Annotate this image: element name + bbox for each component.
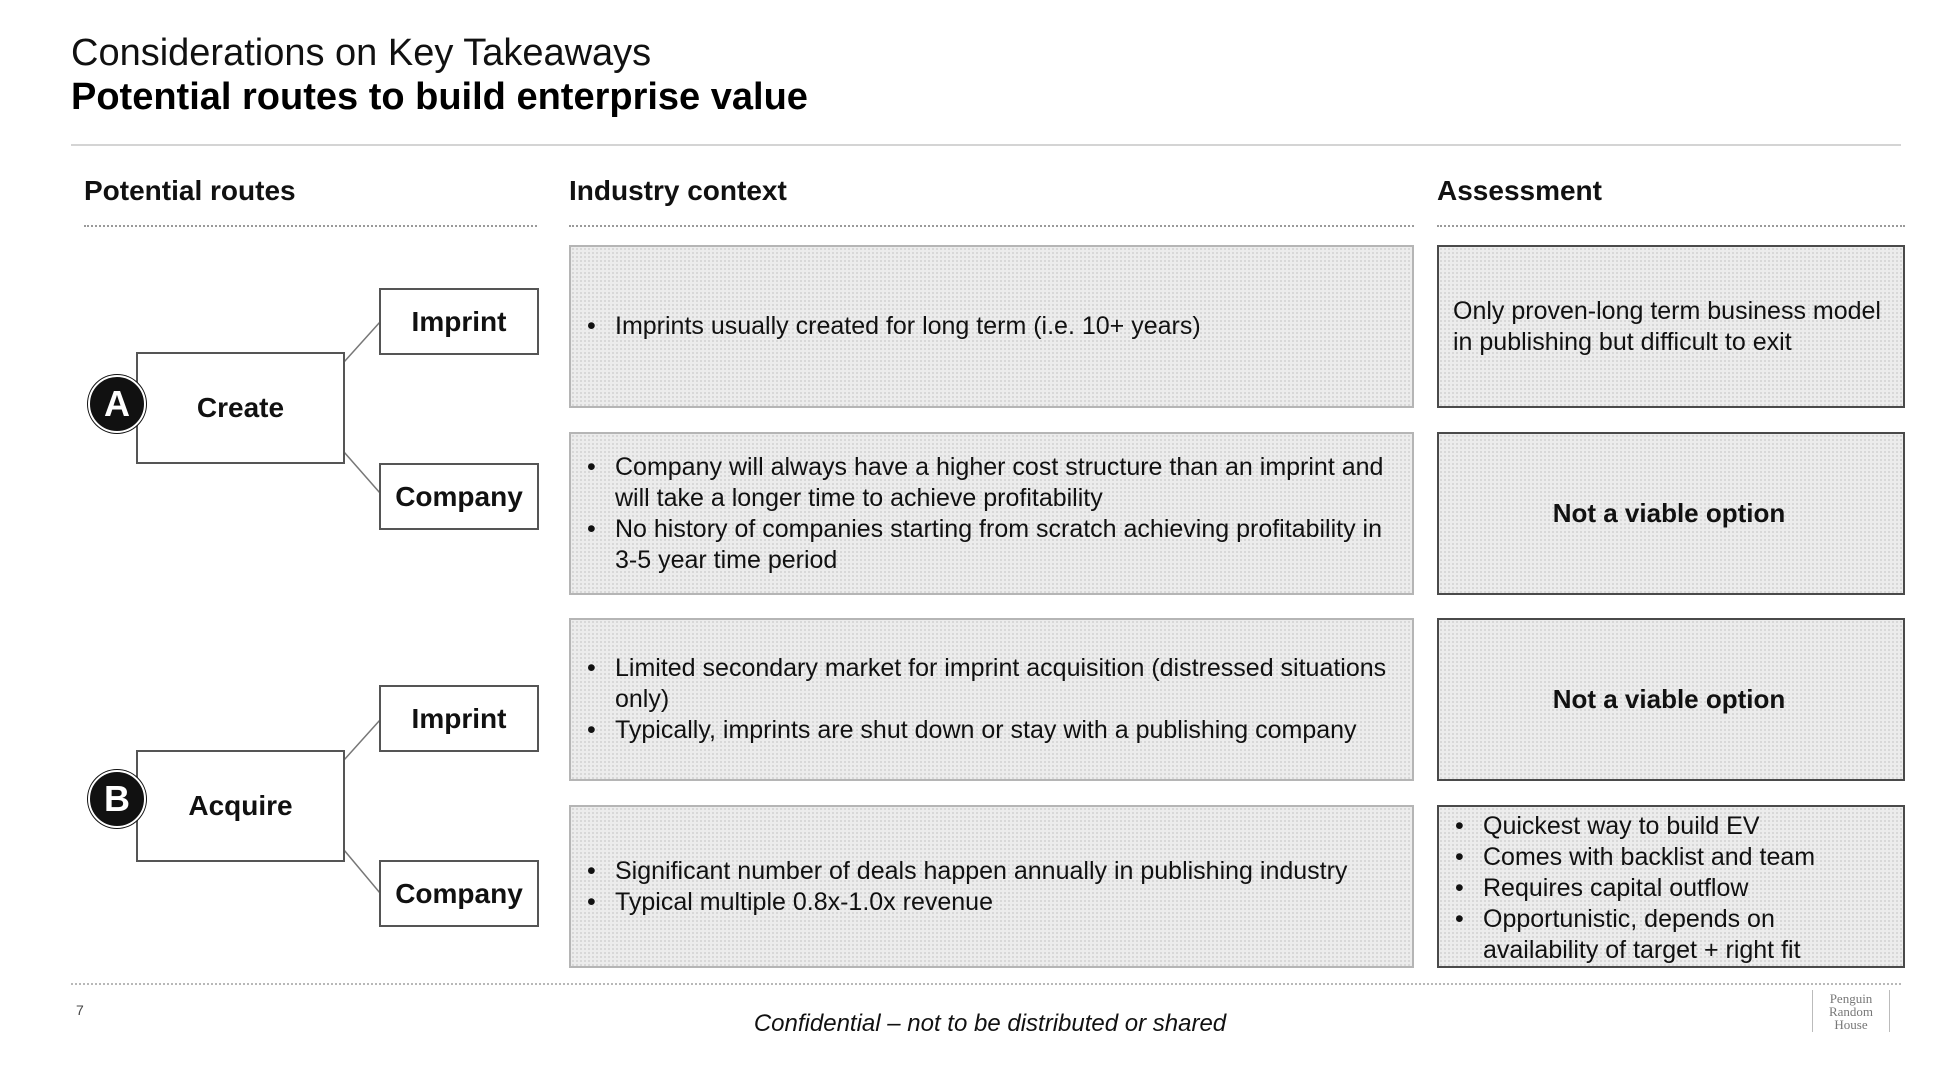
route-create-company-label: Company <box>395 480 523 512</box>
route-acquire-imprint-box <box>379 685 539 752</box>
context-bullet: • Imprints usually created for long term (i.e. 10+ years) <box>585 311 1201 342</box>
context-bullet: • Typically, imprints are shut down or stay with a publishing company <box>585 715 1394 746</box>
assessment-bullet: • Requires capital outflow <box>1453 873 1885 904</box>
route-acquire-box <box>136 750 345 862</box>
column-header-routes: Potential routes <box>84 175 296 206</box>
context-bullet: • Significant number of deals happen annually in publishing industry <box>585 856 1347 887</box>
route-acquire-company-label: Company <box>395 877 523 909</box>
route-acquire-company-box <box>379 860 539 927</box>
context-cell-3 <box>569 618 1414 781</box>
slide-subtitle: Potential routes to build enterprise value <box>71 76 808 118</box>
context-list-3 <box>585 653 1394 746</box>
logo-line-1: Penguin <box>1829 991 1873 1006</box>
route-acquire-label: Acquire <box>188 790 293 821</box>
assessment-text-3: Not a viable option <box>1552 684 1786 714</box>
context-list-2 <box>585 452 1394 576</box>
assessment-bullet: • Opportunistic, depends on availability of target + right fit <box>1453 904 1885 966</box>
logo-line-2: Random <box>1828 1004 1874 1019</box>
assessment-cell-1 <box>1437 245 1905 408</box>
route-create-box <box>136 352 345 464</box>
route-create-imprint-box <box>379 288 539 355</box>
route-create-imprint-label: Imprint <box>411 305 507 337</box>
context-bullet: • Company will always have a higher cost structure than an imprint and will take a longer time to achieve profitability <box>585 452 1394 514</box>
penguin-random-house-logo <box>1812 990 1890 1032</box>
column-header-assessment: Assessment <box>1437 175 1602 206</box>
context-cell-2 <box>569 432 1414 595</box>
group-a-badge <box>88 375 146 433</box>
assessment-bullet: • Quickest way to build EV <box>1453 811 1885 842</box>
group-b-badge <box>88 770 146 828</box>
context-list-1 <box>585 311 1201 342</box>
context-list-4 <box>585 856 1347 918</box>
logo-line-3: House <box>1834 1017 1868 1032</box>
group-a-letter: A <box>104 383 130 424</box>
context-bullet: • Typical multiple 0.8x-1.0x revenue <box>585 887 1347 918</box>
context-bullet: • Limited secondary market for imprint acquisition (distressed situations only) <box>585 653 1394 715</box>
assessment-cell-4 <box>1437 805 1905 968</box>
route-create-company-box <box>379 463 539 530</box>
assessment-cell-2 <box>1437 432 1905 595</box>
slide-title: Considerations on Key Takeaways <box>71 32 652 74</box>
assessment-list-4 <box>1453 811 1885 966</box>
context-bullet: • No history of companies starting from scratch achieving profitability in 3-5 year time period <box>585 514 1394 576</box>
footer-divider <box>71 983 1901 985</box>
column-header-context: Industry context <box>569 175 787 206</box>
route-acquire-imprint-label: Imprint <box>411 702 507 734</box>
assessment-cell-3 <box>1437 618 1905 781</box>
page-number: 7 <box>76 1002 84 1018</box>
assessment-text-2: Not a viable option <box>1552 498 1786 528</box>
group-b-letter: B <box>104 778 130 819</box>
route-create-label: Create <box>196 392 285 423</box>
confidential-notice: Confidential – not to be distributed or shared <box>753 1010 1227 1037</box>
assessment-text-1: Only proven-long term business model in publishing but difficult to exit <box>1453 296 1881 356</box>
assessment-bullet: • Comes with backlist and team <box>1453 842 1885 873</box>
context-cell-1 <box>569 245 1414 408</box>
context-cell-4 <box>569 805 1414 968</box>
